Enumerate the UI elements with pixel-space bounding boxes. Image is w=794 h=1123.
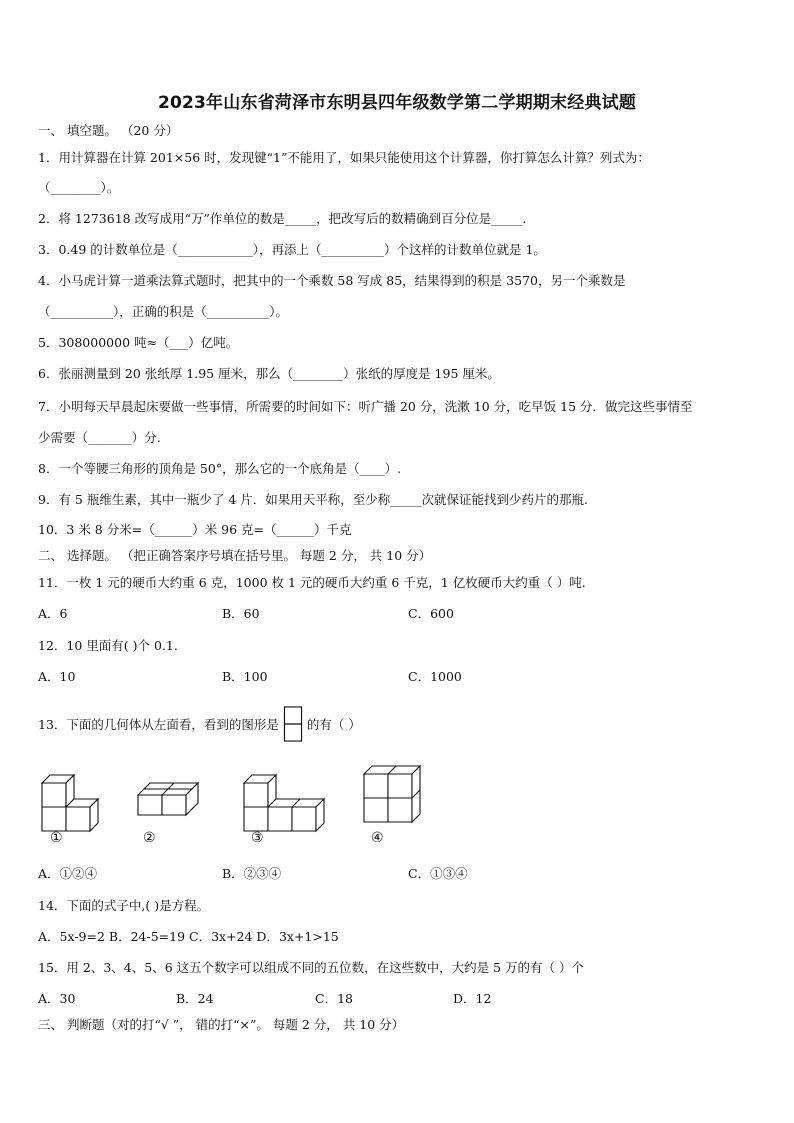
question-15-option-c: C．18: [315, 991, 353, 1006]
question-15-option-a: A．30: [38, 991, 76, 1006]
two-stacked-squares-icon: [282, 706, 304, 742]
question-1: 1．用计算器在计算 201×56 时，发现键“1”不能用了，如果只能使用这个计算器，你打算怎么计算？列式为：: [38, 150, 650, 165]
section-heading-choice: 二、 选择题。 （把正确答案序号填在括号里。 每题 2 分， 共 10 分）: [38, 548, 432, 563]
question-5: 5．308000000 吨≈（___）亿吨。: [38, 335, 239, 350]
figure-label-3: ③: [251, 830, 264, 846]
question-4: 4．小马虎计算一道乘法算式题时，把其中的一个乘数 58 写成 85，结果得到的积是 3570，另一个乘数是: [38, 273, 626, 288]
question-15: 15．用 2、3、4、5、6 这五个数字可以组成不同的五位数，在这些数中，大约是 5 万的有（ ）个: [38, 960, 584, 975]
question-2: 2．将 1273618 改写成用“万”作单位的数是_____，把改写后的数精确到百分位是_____.: [38, 211, 527, 226]
question-10: 10．3 米 8 分米=（______）米 96 克=（______）千克: [38, 522, 352, 537]
question-9: 9．有 5 瓶维生素，其中一瓶少了 4 片．如果用天平称，至少称_____次就保证能找到少药片的那瓶.: [38, 492, 588, 507]
question-15-option-d: D．12: [453, 991, 492, 1006]
figure-label-1: ①: [50, 830, 63, 846]
question-13-text: 13．下面的几何体从左面看，看到的图形是: [38, 717, 279, 732]
question-13-option-b: B．②③④: [222, 866, 282, 881]
question-14-options: A．5x-9=2 B．24-5=19 C．3x+24 D．3x+1>15: [38, 929, 339, 944]
figure-label-2: ②: [143, 830, 156, 846]
question-13-text-end: 的有（ ）: [306, 717, 361, 732]
question-12-option-b: B．100: [222, 669, 268, 684]
question-11-option-b: B．60: [222, 606, 260, 621]
question-3: 3．0.49 的计数单位是（____________），再添上（__________）个这样的计数单位就是 1。: [38, 242, 546, 257]
question-13-option-a: A．①②④: [38, 866, 98, 881]
question-4-answer: （__________），正确的积是（__________）。: [38, 304, 289, 319]
section-heading-judge: 三、 判断题（对的打“√ ”， 错的打“×”。 每题 2 分， 共 10 分）: [38, 1017, 405, 1032]
question-7: 7．小明每天早晨起床要做一些事情，所需要的时间如下：听广播 20 分，洗漱 10 分，吃早饭 15 分．做完这些事情至: [38, 399, 693, 414]
question-15-option-b: B．24: [176, 991, 214, 1006]
question-12-option-a: A．10: [38, 669, 76, 684]
question-11-option-a: A．6: [38, 606, 68, 621]
question-11-option-c: C．600: [408, 606, 454, 621]
figure-label-4: ④: [371, 830, 384, 846]
question-11: 11．一枚 1 元的硬币大约重 6 克，1000 枚 1 元的硬币大约重 6 千克，1 亿枚硬币大约重（ ）吨.: [38, 575, 586, 590]
question-1-answer: （________）。: [38, 180, 120, 195]
question-13-option-c: C．①③④: [408, 866, 468, 881]
page-title: 2023年山东省菏泽市东明县四年级数学第二学期期末经典试题: [157, 93, 637, 113]
question-13: [38, 706, 361, 742]
question-12-option-c: C．1000: [408, 669, 462, 684]
question-14: 14．下面的式子中,( )是方程。: [38, 898, 210, 913]
question-12: 12．10 里面有( )个 0.1.: [38, 638, 178, 653]
section-heading-fill: 一、 填空题。 （20 分）: [38, 123, 179, 138]
question-7-continued: 少需要（_______）分.: [38, 430, 161, 445]
question-8: 8．一个等腰三角形的顶角是 50°，那么它的一个底角是（____）.: [38, 461, 402, 476]
question-6: 6．张丽测量到 20 张纸厚 1.95 厘米，那么（________）张纸的厚度是 195 厘米。: [38, 366, 500, 381]
